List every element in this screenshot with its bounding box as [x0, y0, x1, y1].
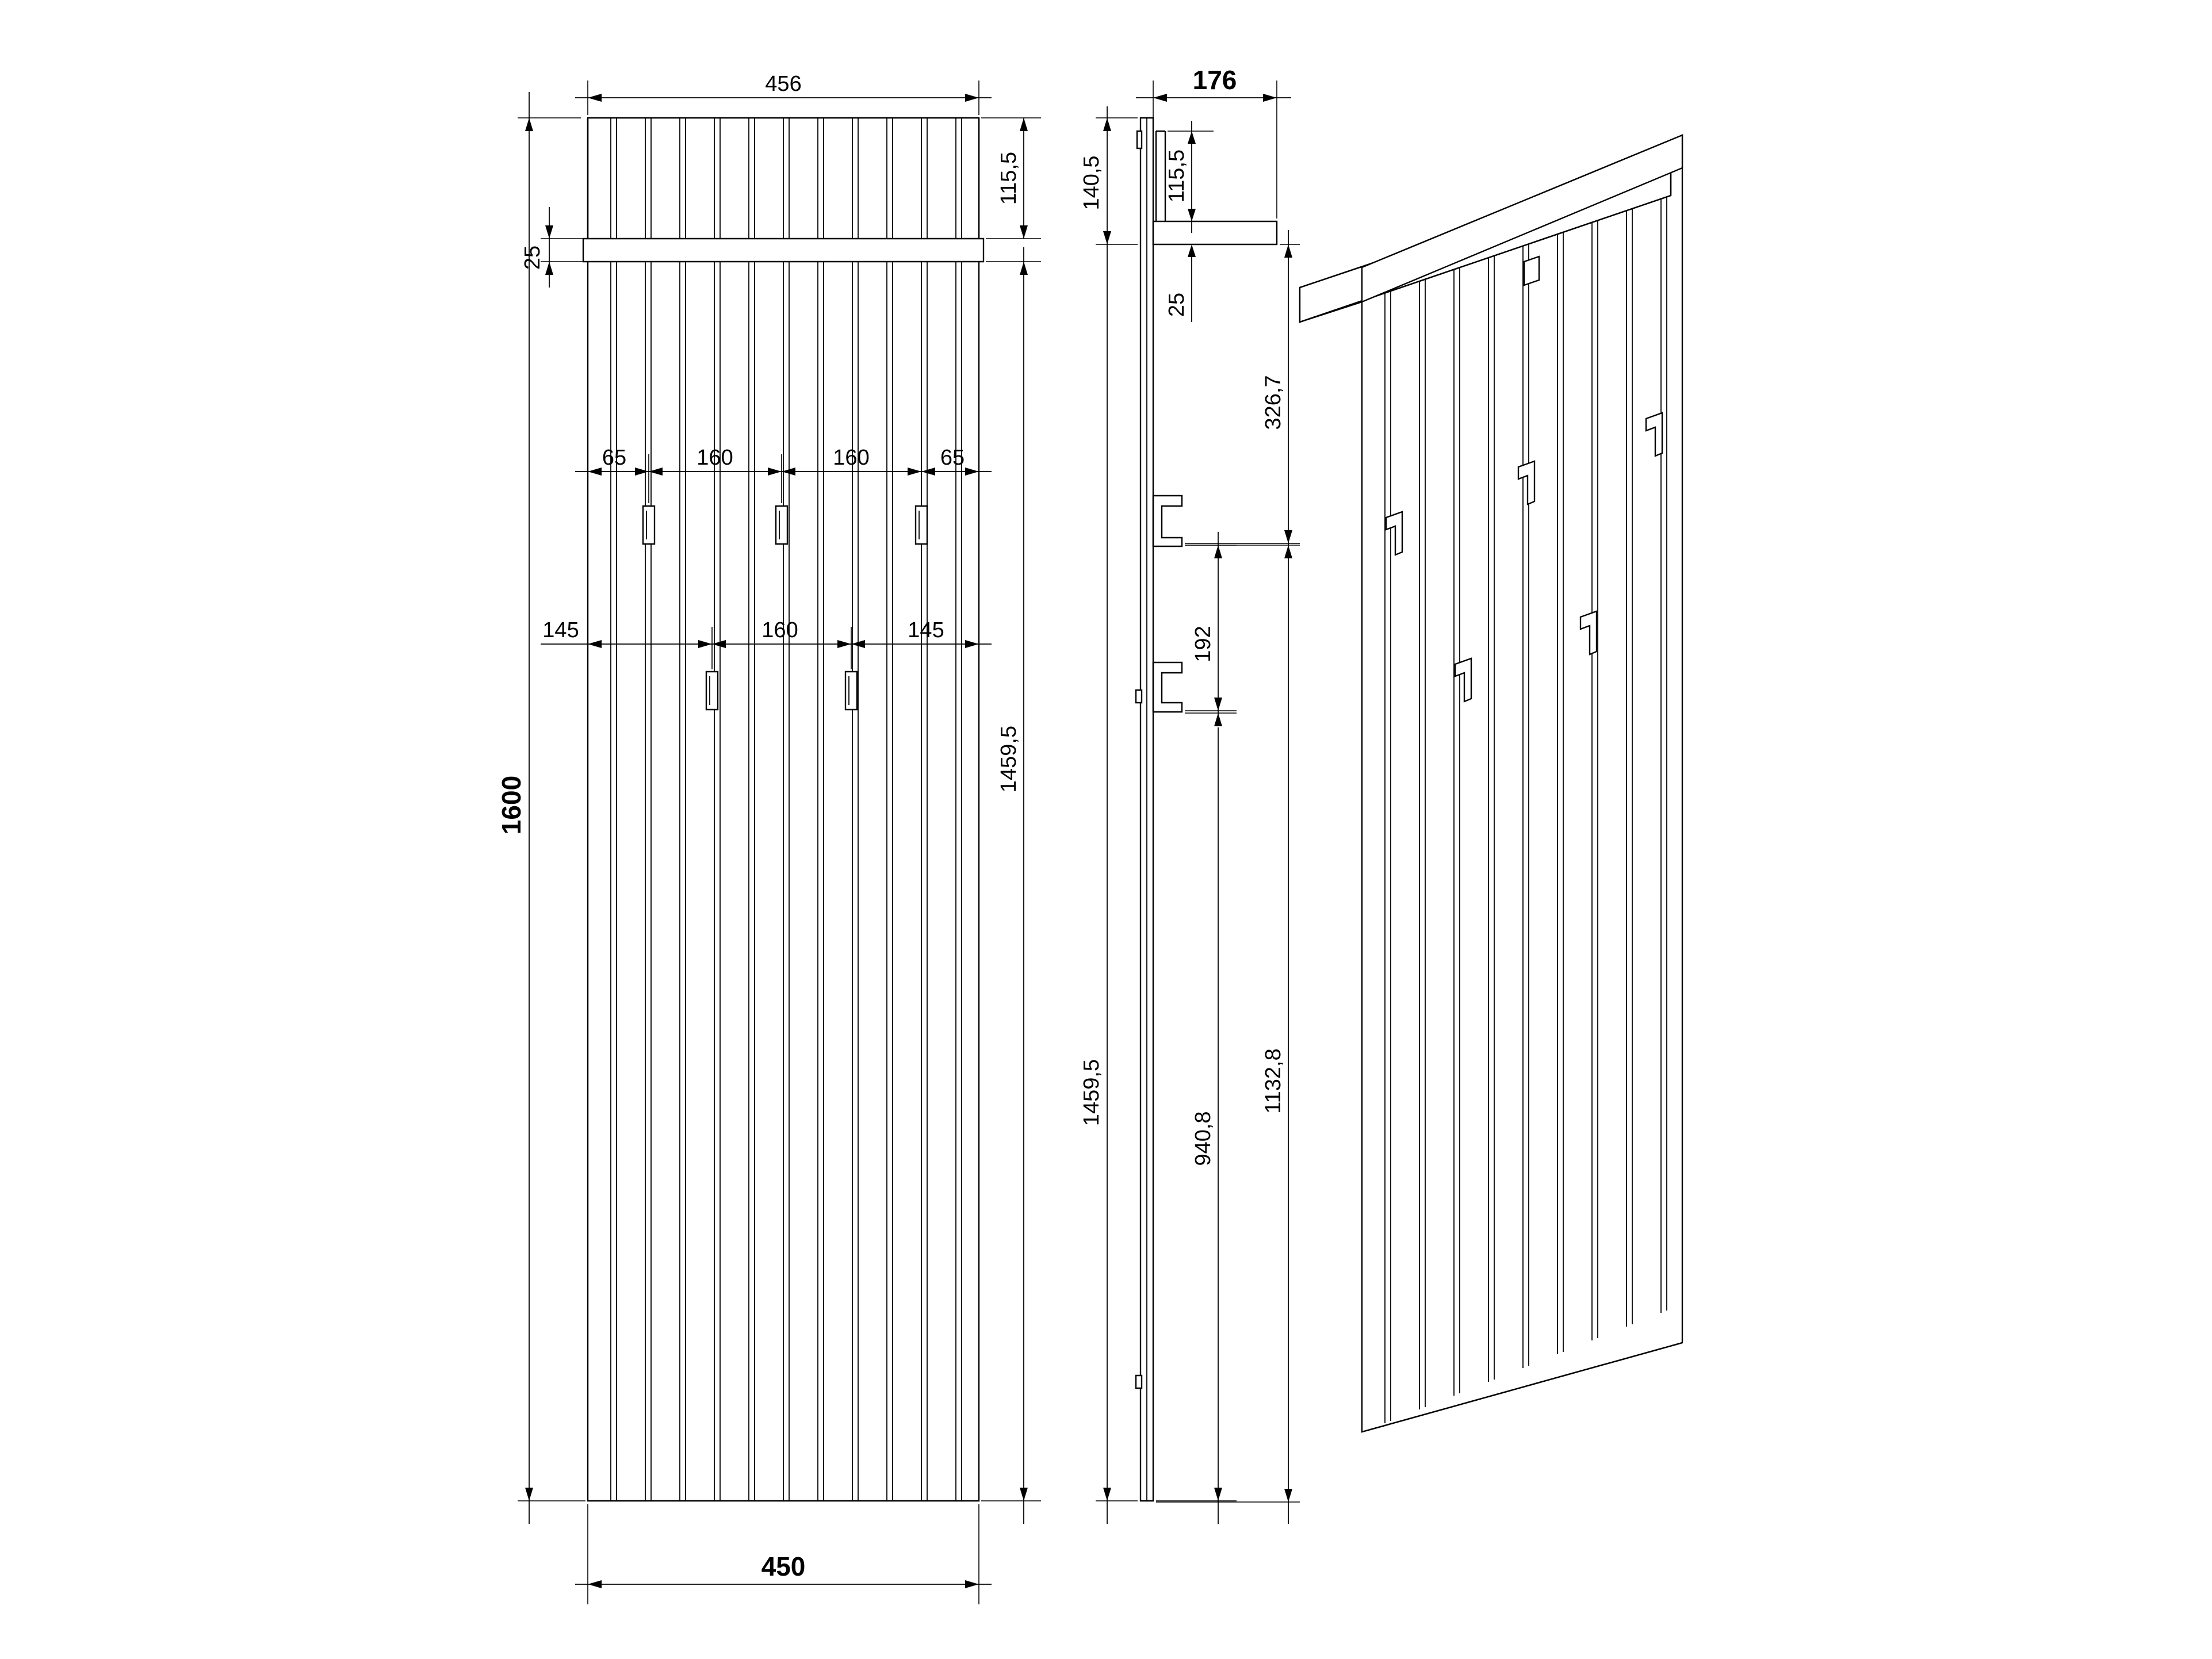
dim-1600-label: 1600 [496, 775, 526, 835]
dim-25-label: 25 [521, 245, 545, 270]
side-fixing-bottom [1136, 1376, 1142, 1388]
dim-145-left-label: 145 [542, 618, 579, 642]
dim-115-5-label: 115,5 [997, 151, 1021, 205]
side-top-fixing [1137, 131, 1142, 148]
dim-1132-8-label: 1132,8 [1261, 1048, 1285, 1114]
dim-940-8 [1156, 713, 1237, 1524]
front-view [496, 72, 1041, 1604]
dim-160-upper-left-label: 160 [696, 446, 733, 470]
dim-140-5 [1080, 106, 1138, 259]
side-hook-bracket-upper [1153, 496, 1182, 546]
side-fixing-mid [1136, 690, 1142, 703]
hook-lower-2 [845, 672, 857, 710]
dim-1459-5-side-label: 1459,5 [1080, 1059, 1104, 1127]
dim-940-8-label: 940,8 [1191, 1111, 1215, 1166]
iso-shelf-stub [1524, 256, 1539, 285]
side-shelf-rail [1153, 221, 1277, 244]
iso-panel [1362, 135, 1682, 1432]
dim-1132-8 [1156, 545, 1300, 1524]
dim-25-side-label: 25 [1165, 292, 1189, 317]
isometric-view [1300, 135, 1682, 1432]
dim-145-right-label: 145 [908, 618, 944, 642]
dim-326-7 [1185, 230, 1300, 561]
dim-176 [1136, 65, 1291, 219]
front-shelf-rail [583, 239, 983, 262]
dim-192 [1185, 532, 1237, 726]
dim-1600 [496, 92, 585, 1524]
dim-140-5-label: 140,5 [1080, 155, 1104, 210]
dim-176-label: 176 [1192, 65, 1237, 95]
dim-65-right-label: 65 [940, 446, 965, 470]
hook-lower-1 [706, 672, 718, 710]
side-bracket-upper [1153, 496, 1182, 546]
dim-160-lower-label: 160 [761, 618, 798, 642]
dim-192-label: 192 [1191, 626, 1215, 662]
hook-upper-1 [643, 506, 655, 544]
dim-160-upper-right-label: 160 [833, 446, 870, 470]
dim-115-5 [981, 118, 1041, 239]
dim-456 [575, 72, 992, 115]
side-hook-bracket-lower [1153, 662, 1182, 712]
dim-1459-5-front [981, 247, 1041, 1524]
hook-upper-2 [776, 506, 787, 544]
dim-326-7-label: 326,7 [1261, 375, 1285, 430]
dim-25 [521, 207, 585, 288]
dim-450-label: 450 [761, 1551, 806, 1581]
dim-65-left-label: 65 [602, 446, 627, 470]
side-view [1080, 65, 1300, 1524]
dim-115-5-side-label: 115,5 [1165, 149, 1189, 203]
hook-upper-3 [916, 506, 927, 544]
side-bracket-lower [1153, 662, 1182, 712]
dim-115-5-side [1165, 121, 1214, 233]
dim-450 [575, 1504, 992, 1604]
dim-456-label: 456 [765, 72, 802, 96]
dim-1459-5-side [1080, 259, 1138, 1524]
dim-1459-5-front-label: 1459,5 [997, 725, 1021, 793]
